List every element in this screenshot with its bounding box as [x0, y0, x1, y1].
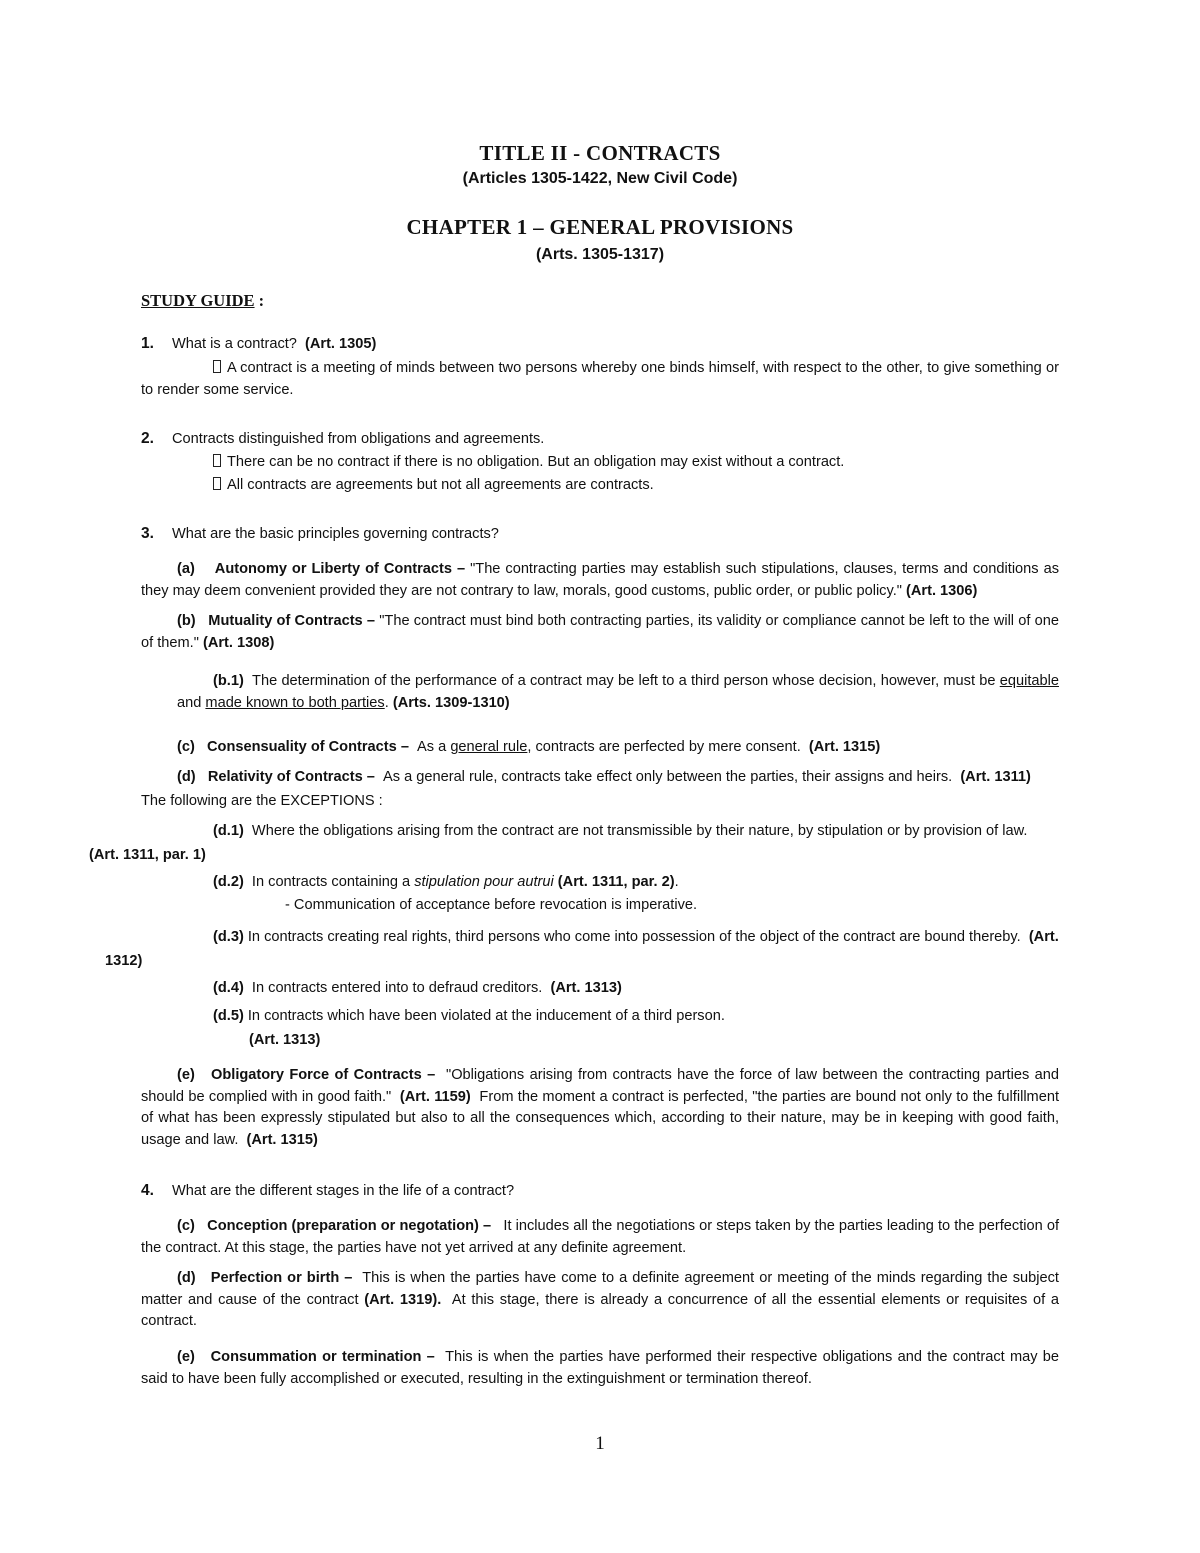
item-label: (d.1)	[213, 823, 244, 839]
exception-d4	[213, 979, 622, 998]
chapter-articles: (Arts. 1305-1317)	[535, 246, 665, 263]
item-label: (b.1)	[213, 673, 244, 689]
item-text: .	[384, 694, 389, 711]
question-number: 4.	[141, 1182, 154, 1199]
article-ref: 1312)	[105, 953, 143, 969]
item-text: As a general rule, contracts take effect only between the parties, their assigns and heirs.	[382, 769, 953, 785]
item-label: (c)	[177, 1218, 195, 1234]
item-text: , contracts are perfected by mere consent.	[527, 739, 801, 755]
item-text: At this stage, there is already a concurrence of all the essential elements or requisites of a contract.	[141, 1291, 1059, 1329]
exception-d1	[89, 819, 1059, 867]
article-ref: (Art. 1159)	[399, 1088, 471, 1105]
document-title: TITLE II - CONTRACTS	[479, 141, 721, 165]
bullet-text: There can be no contract if there is no obligation. But an obligation may exist without a contract.	[227, 454, 845, 470]
article-ref: (Art. 1311, par. 2)	[557, 874, 675, 890]
exceptions-label: The following are the EXCEPTIONS :	[141, 793, 383, 809]
item-label: (d.4)	[213, 980, 244, 996]
question-3	[141, 524, 499, 544]
item-heading: Mutuality of Contracts –	[208, 613, 376, 629]
item-label: (a)	[177, 561, 195, 577]
article-ref: (Art. 1305)	[304, 336, 377, 352]
item-text: Where the obligations arising from the contract are not transmissible by their nature, by stipulation or by provision of law.	[251, 823, 1028, 839]
principle-c	[177, 738, 880, 757]
question-4	[141, 1181, 514, 1201]
article-ref: (Art. 1311)	[960, 769, 1031, 785]
stage-c	[141, 1216, 1059, 1259]
answer-text: A contract is a meeting of minds between two persons whereby one binds himself, with respect to the other, to give something or to render some service.	[141, 360, 1059, 398]
article-ref: (Art. 1308)	[202, 634, 275, 651]
item-text: The determination of the performance of a contract may be left to a third person whose decision, however, must be	[252, 673, 996, 689]
item-text: It includes all the negotiations or steps taken by the parties leading to the perfection of the contract. At this stage, the parties have not yet arrived at any definite agreement.	[141, 1218, 1059, 1256]
article-ref: (Art. 1315)	[808, 739, 881, 755]
bullet-item	[213, 453, 844, 472]
item-label: (d.3)	[213, 929, 244, 945]
underlined-text: equitable	[999, 673, 1059, 689]
item-text: In contracts containing a	[251, 874, 411, 890]
item-label: (c)	[177, 739, 195, 755]
question-text: What are the different stages in the life of a contract?	[172, 1183, 515, 1199]
bullet-text: All contracts are agreements but not all agreements are contracts.	[227, 477, 654, 493]
article-ref: (Art. 1319).	[364, 1291, 442, 1308]
item-label: (e)	[177, 1067, 195, 1083]
item-heading: Consummation or termination –	[210, 1349, 435, 1365]
item-label: (d)	[177, 1270, 196, 1286]
question-2	[141, 429, 544, 449]
item-heading: Relativity of Contracts –	[207, 769, 375, 785]
principle-b1	[177, 671, 1059, 714]
item-text: In contracts creating real rights, third persons who come into possession of the object of the contract are bound thereby.	[247, 929, 1021, 945]
article-ref: (Art. 1311, par. 1)	[89, 847, 206, 863]
article-ref: (Art. 1306)	[906, 582, 978, 599]
document-subtitle: (Articles 1305-1422, New Civil Code)	[462, 170, 738, 187]
article-ref: (Arts. 1309-1310)	[392, 694, 510, 711]
stage-d	[141, 1268, 1059, 1333]
study-guide-colon: :	[254, 291, 265, 310]
bullet-icon	[213, 454, 221, 467]
item-text: "Obligations arising from contracts have the force of law between the contracting parties and should be complied with in good faith."	[141, 1067, 1059, 1105]
item-label: (d.2)	[213, 874, 244, 890]
bullet-icon	[213, 360, 221, 373]
item-text: "The contract must bind both contracting parties, its validity or compliance cannot be left to the will of one of them."	[141, 613, 1060, 651]
item-text: This is when the parties have performed their respective obligations and the contract may be said to have been fully accomplished or executed, resulting in the extinguishment or termination thereof.	[141, 1349, 1060, 1387]
principle-d	[177, 768, 1031, 787]
item-text: In contracts entered into to defraud creditors.	[251, 980, 543, 996]
exception-d5	[213, 1007, 725, 1026]
article-ref: (Art. 1313)	[249, 1032, 321, 1048]
study-guide-heading	[141, 291, 264, 311]
principle-a	[141, 559, 1059, 602]
principle-b	[141, 611, 1059, 654]
item-heading: Obligatory Force of Contracts –	[211, 1067, 436, 1083]
exception-d2	[213, 873, 679, 892]
exception-d2-note: - Communication of acceptance before revocation is imperative.	[285, 897, 698, 913]
item-text: From the moment a contract is perfected, "the parties are bound not only to the fulfillment of what has been expressly stipulated but also to all the consequences which, according to their nature, may be in keeping with good faith, usage and law.	[141, 1088, 1060, 1148]
article-ref: (Art.	[1028, 929, 1059, 945]
underlined-text: made known to both parties	[205, 694, 385, 711]
item-heading: Consensuality of Contracts –	[207, 739, 409, 755]
question-text: Contracts distinguished from obligations and agreements.	[172, 431, 545, 447]
exception-d3	[105, 925, 1059, 973]
principle-e	[141, 1065, 1059, 1151]
article-ref: (Art. 1315)	[246, 1131, 318, 1148]
underlined-text: general rule	[450, 739, 528, 755]
stage-e	[141, 1347, 1059, 1390]
item-label: (d)	[177, 769, 196, 785]
question-text: What are the basic principles governing contracts?	[172, 526, 499, 542]
item-text: and	[177, 694, 202, 711]
item-heading: Conception (preparation or negotation) –	[207, 1218, 492, 1234]
item-text: As a	[417, 739, 447, 755]
item-text: This is when the parties have come to a definite agreement or meeting of the minds regarding the subject matter and cause of the contract	[141, 1270, 1059, 1308]
item-text: In contracts which have been violated at the inducement of a third person.	[247, 1008, 725, 1024]
item-heading: Perfection or birth –	[210, 1270, 353, 1286]
question-number: 2.	[141, 430, 154, 447]
item-text: .	[674, 874, 679, 890]
question-text: What is a contract?	[172, 336, 297, 352]
page-number: 1	[595, 1433, 605, 1454]
question-1	[141, 334, 376, 354]
item-text: "The contracting parties may establish such stipulations, clauses, terms and conditions as they may deem convenient provided they are not contrary to law, morals, good customs, public order, or public policy."	[141, 561, 1059, 599]
answer-1	[141, 358, 1059, 401]
bullet-item	[213, 476, 654, 495]
item-label: (b)	[177, 613, 196, 629]
item-label: (e)	[177, 1349, 195, 1365]
item-heading: Autonomy or Liberty of Contracts –	[214, 561, 466, 577]
study-guide-label: STUDY GUIDE	[141, 291, 255, 310]
article-ref: (Art. 1313)	[550, 980, 622, 996]
bullet-icon	[213, 477, 221, 490]
item-label: (d.5)	[213, 1008, 244, 1024]
italic-text: stipulation pour autrui	[414, 874, 554, 890]
question-number: 3.	[141, 525, 154, 542]
question-number: 1.	[141, 335, 154, 352]
chapter-title: CHAPTER 1 – GENERAL PROVISIONS	[406, 215, 794, 239]
